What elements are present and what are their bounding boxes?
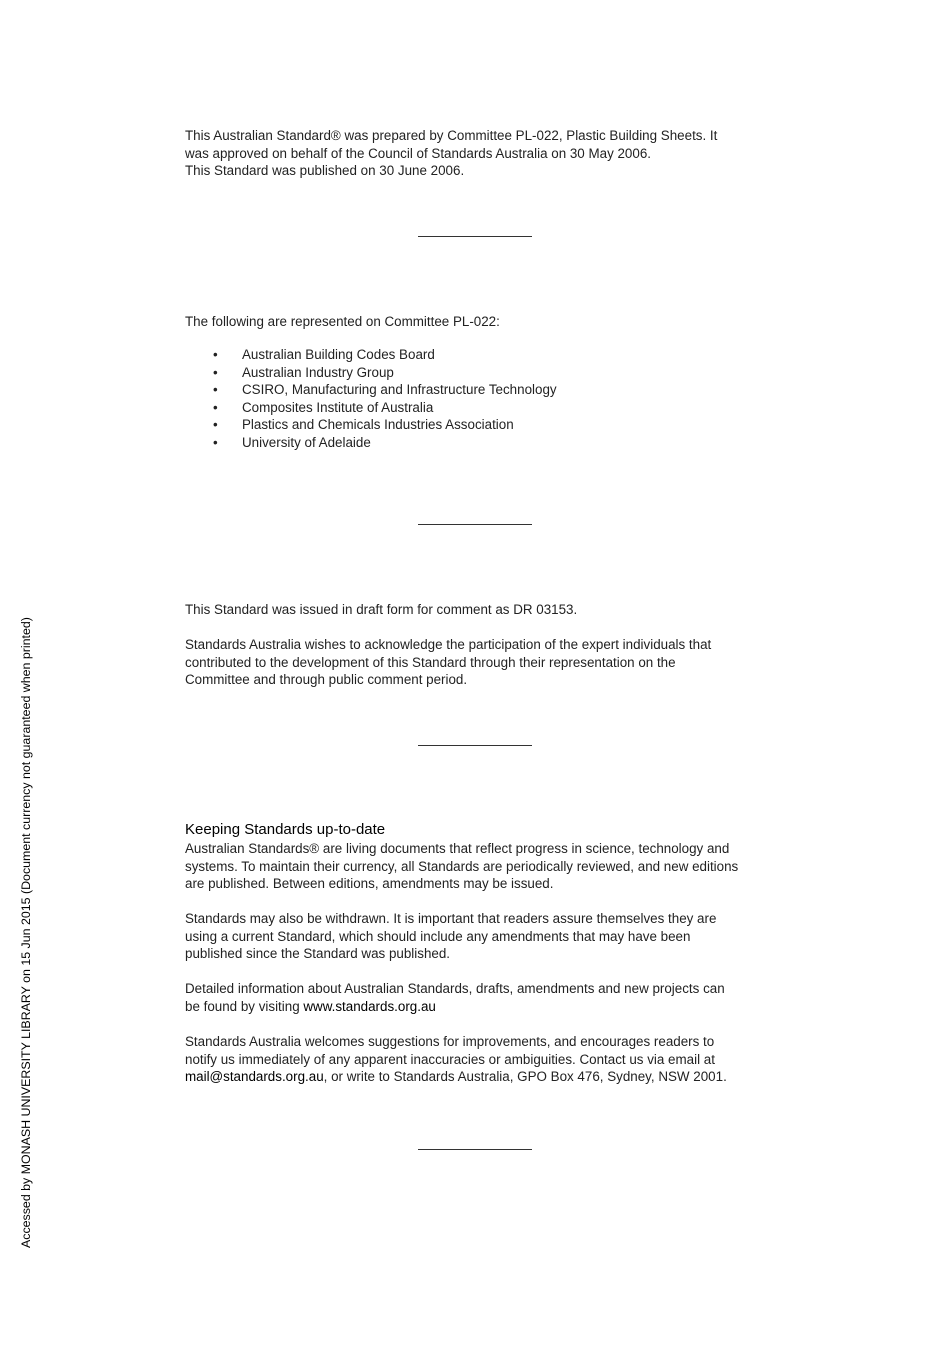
- paragraph-line: Standards may also be withdrawn. It is important that readers assure themselves they are: [185, 911, 717, 926]
- member-name: Composites Institute of Australia: [242, 399, 434, 415]
- committee-members-list: [185, 346, 557, 452]
- paragraph-line: Australian Standards® are living documents that reflect progress in science, technology and: [185, 841, 730, 856]
- draft-statement-text: This Standard was issued in draft form for comment as DR 03153.: [185, 602, 578, 617]
- paragraph-line: Detailed information about Australian Standards, drafts, amendments and new projects can: [185, 981, 725, 996]
- list-item: [185, 399, 557, 417]
- paragraph-text: be found by visiting: [185, 998, 304, 1014]
- bullet-icon: •: [213, 399, 218, 415]
- email-link[interactable]: mail@standards.org.au: [185, 1069, 324, 1085]
- list-item: [185, 434, 557, 452]
- draft-statement: [185, 601, 775, 619]
- paragraph-line: Standards Australia welcomes suggestions for improvements, and encourages readers to: [185, 1034, 715, 1049]
- suggestions-paragraph: [185, 1033, 775, 1086]
- bullet-icon: •: [213, 347, 218, 362]
- publication-line-1: This Australian Standard® was prepared by Committee PL-022, Plastic Building Sheets. It: [185, 128, 718, 143]
- section-divider: [418, 524, 532, 525]
- committee-heading-text: The following are represented on Committee PL-022:: [185, 314, 500, 329]
- keeping-standards-heading: Keeping Standards up-to-date: [185, 821, 386, 838]
- section-divider: [418, 745, 532, 746]
- list-item: [185, 416, 557, 434]
- acknowledgement-line-3: Committee and through public comment period.: [185, 672, 468, 688]
- committee-heading: [185, 313, 775, 331]
- acknowledgement-line-1: Standards Australia wishes to acknowledge the participation of the expert individuals that: [185, 637, 712, 652]
- member-name: CSIRO, Manufacturing and Infrastructure Technology: [242, 382, 557, 398]
- bullet-icon: •: [213, 417, 218, 433]
- paragraph-line: [185, 998, 775, 1016]
- publication-line-2: was approved on behalf of the Council of Standards Australia on 30 May 2006.: [185, 145, 651, 161]
- bullet-icon: •: [213, 382, 218, 398]
- paragraph-line: [185, 1068, 775, 1086]
- member-name: University of Adelaide: [242, 434, 371, 450]
- list-item: [185, 364, 557, 382]
- member-name: Australian Building Codes Board: [242, 347, 435, 362]
- paragraph-line: published since the Standard was published.: [185, 946, 451, 962]
- section-divider: [418, 236, 532, 237]
- member-name: Australian Industry Group: [242, 364, 394, 380]
- paragraph-line: using a current Standard, which should include any amendments that may have been: [185, 928, 691, 944]
- publication-line-3: This Standard was published on 30 June 2006.: [185, 163, 465, 179]
- member-name: Plastics and Chemicals Industries Association: [242, 417, 514, 433]
- paragraph-line: systems. To maintain their currency, all Standards are periodically reviewed, and new editions: [185, 858, 739, 874]
- list-item: [185, 346, 557, 364]
- publication-statement: [185, 127, 775, 180]
- access-watermark-note: Accessed by MONASH UNIVERSITY LIBRARY on 15 Jun 2015 (Document currency not guaranteed when printed): [19, 617, 33, 1248]
- paragraph-text: , or write to Standards Australia, GPO Box 476, Sydney, NSW 2001.: [323, 1069, 727, 1085]
- acknowledgement-paragraph: [185, 636, 775, 689]
- paragraph-line: notify us immediately of any apparent inaccuracies or ambiguities. Contact us via email at: [185, 1051, 715, 1067]
- detailed-info-paragraph: [185, 980, 775, 1015]
- living-documents-paragraph: [185, 840, 775, 893]
- paragraph-line: are published. Between editions, amendments may be issued.: [185, 876, 554, 892]
- withdrawn-paragraph: [185, 910, 775, 963]
- section-divider: [418, 1149, 532, 1150]
- acknowledgement-line-2: contributed to the development of this Standard through their representation on the: [185, 654, 676, 670]
- bullet-icon: •: [213, 364, 218, 380]
- website-link[interactable]: www.standards.org.au: [303, 998, 436, 1014]
- list-item: [185, 381, 557, 399]
- bullet-icon: •: [213, 434, 218, 450]
